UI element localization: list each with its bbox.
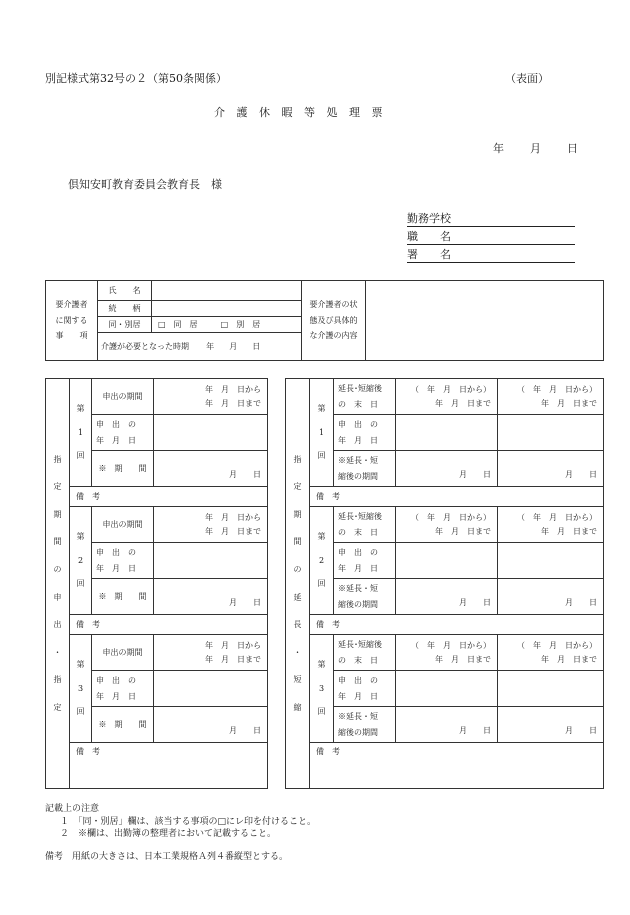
remarks-3[interactable]: 備 考 [70,743,268,789]
kikan-label: ※延長・短 縮後の期間 [334,579,396,615]
date-year: 年 [493,142,504,155]
ext-input-b[interactable]: （ 年 月 日から） 年 月 日まで [498,379,604,415]
remarks-1[interactable]: 備 考 [70,487,268,507]
apply-date-input-b[interactable] [498,543,604,579]
apply-date-label: 申 出 の 年 月 日 [92,671,154,707]
ext-input-a[interactable]: （ 年 月 日から） 年 月 日まで [396,379,498,415]
apply-date-input[interactable] [154,543,268,579]
apply-date-input[interactable] [154,671,268,707]
apply-date-label: 申 出 の 年 月 日 [334,415,396,451]
apply-date-label: 申 出 の 年 月 日 [334,543,396,579]
name-input[interactable] [152,281,302,301]
name-label: 署 名 [407,248,451,261]
school-label: 勤務学校 [407,212,451,225]
date-day: 日 [567,142,578,155]
ext-label: 延長･短縮後 の 末 日 [334,635,396,671]
remarks-1[interactable]: 備 考 [310,487,604,507]
kikan-label: ※延長・短 縮後の期間 [334,451,396,487]
kikan-input[interactable]: 月 日 [154,579,268,615]
period-input[interactable]: 年 月 日から 年 月 日まで [154,379,268,415]
status-input[interactable] [366,281,604,361]
kikan-label: ※ 期 間 [92,707,154,743]
ext-input-a[interactable]: （ 年 月 日から） 年 月 日まで [396,507,498,543]
kikan-input-b[interactable]: 月 日 [498,707,604,743]
ext-input-a[interactable]: （ 年 月 日から） 年 月 日まで [396,635,498,671]
left-block-3-label: 第 3 回 [70,635,92,743]
kikan-input[interactable]: 月 日 [154,451,268,487]
school-field[interactable] [407,210,575,227]
right-block-3-label: 第 3 回 [310,635,334,743]
need-since-label: 介護が必要となった時期 [101,341,189,351]
apply-date-input-a[interactable] [396,671,498,707]
period-input[interactable]: 年 月 日から 年 月 日まで [154,507,268,543]
form-id: 別記様式第32号の２（第50条関係） [45,72,227,85]
apply-date-label: 申 出 の 年 月 日 [92,415,154,451]
cohab-options[interactable] [152,317,302,333]
kikan-label: ※延長・短 縮後の期間 [334,707,396,743]
position-field[interactable] [407,228,575,245]
extension-title: 指 定 期 間 の 延 長 ・ 短 縮 [286,379,310,789]
kikan-label: ※ 期 間 [92,451,154,487]
kikan-input-b[interactable]: 月 日 [498,451,604,487]
addressee: 倶知安町教育委員会教育長 様 [68,178,222,191]
name-label: 氏 名 [98,281,152,301]
page-title: 介 護 休 暇 等 処 理 票 [214,106,387,119]
apply-date-input[interactable] [154,415,268,451]
name-field[interactable] [407,246,575,263]
ext-label: 延長･短縮後 の 末 日 [334,507,396,543]
remarks-2[interactable]: 備 考 [70,615,268,635]
date-month: 月 [530,142,541,155]
left-block-1-label: 第 1 回 [70,379,92,487]
care-person-table [45,280,604,361]
apply-date-input-b[interactable] [498,671,604,707]
face-label: （表面） [505,72,549,85]
right-block-1-label: 第 1 回 [310,379,334,487]
remarks-3[interactable]: 備 考 [310,743,604,789]
cohab-checkbox-together[interactable]: □ 同 居 [158,319,198,329]
kikan-input-b[interactable]: 月 日 [498,579,604,615]
cohab-label: 同・別居 [98,317,152,333]
kikan-label: ※ 期 間 [92,579,154,615]
kikan-input-a[interactable]: 月 日 [396,451,498,487]
ext-label: 延長･短縮後 の 末 日 [334,379,396,415]
need-since-row[interactable]: 介護が必要となった時期 年 月 日 [98,333,302,361]
cohab-checkbox-separate[interactable]: □ 別 居 [220,319,261,329]
apply-date-input-a[interactable] [396,543,498,579]
designation-title: 指 定 期 間 の 申 出 ・ 指 定 [46,379,70,789]
notes-heading: 記載上の注意 [45,804,100,814]
ext-input-b[interactable]: （ 年 月 日から） 年 月 日まで [498,507,604,543]
note-item-1: １ 「同・別居」欄は、該当する事項の□にレ印を付けること。 [60,817,317,827]
period-label: 申出の期間 [92,379,154,415]
kikan-input[interactable]: 月 日 [154,707,268,743]
period-label: 申出の期間 [92,507,154,543]
position-label: 職 名 [407,230,451,243]
designation-table [45,378,268,789]
ext-input-b[interactable]: （ 年 月 日から） 年 月 日まで [498,635,604,671]
kikan-input-a[interactable]: 月 日 [396,707,498,743]
right-block-2-label: 第 2 回 [310,507,334,615]
left-block-2-label: 第 2 回 [70,507,92,615]
period-label: 申出の期間 [92,635,154,671]
relation-label: 続 柄 [98,301,152,317]
bikou-note: 備考 用紙の大きさは、日本工業規格Ａ列４番縦型とする。 [45,852,289,862]
apply-date-label: 申 出 の 年 月 日 [334,671,396,707]
remarks-2[interactable]: 備 考 [310,615,604,635]
note-item-2: ２ ※欄は、出勤簿の整理者において記載すること。 [60,829,277,839]
status-header: 要介護者の状 態及び具体的 な介護の内容 [302,281,366,361]
care-person-header: 要介護者 に関する 事 項 [46,281,98,361]
apply-date-input-b[interactable] [498,415,604,451]
period-input[interactable]: 年 月 日から 年 月 日まで [154,635,268,671]
apply-date-input-a[interactable] [396,415,498,451]
apply-date-label: 申 出 の 年 月 日 [92,543,154,579]
relation-input[interactable] [152,301,302,317]
extension-table [285,378,604,789]
kikan-input-a[interactable]: 月 日 [396,579,498,615]
